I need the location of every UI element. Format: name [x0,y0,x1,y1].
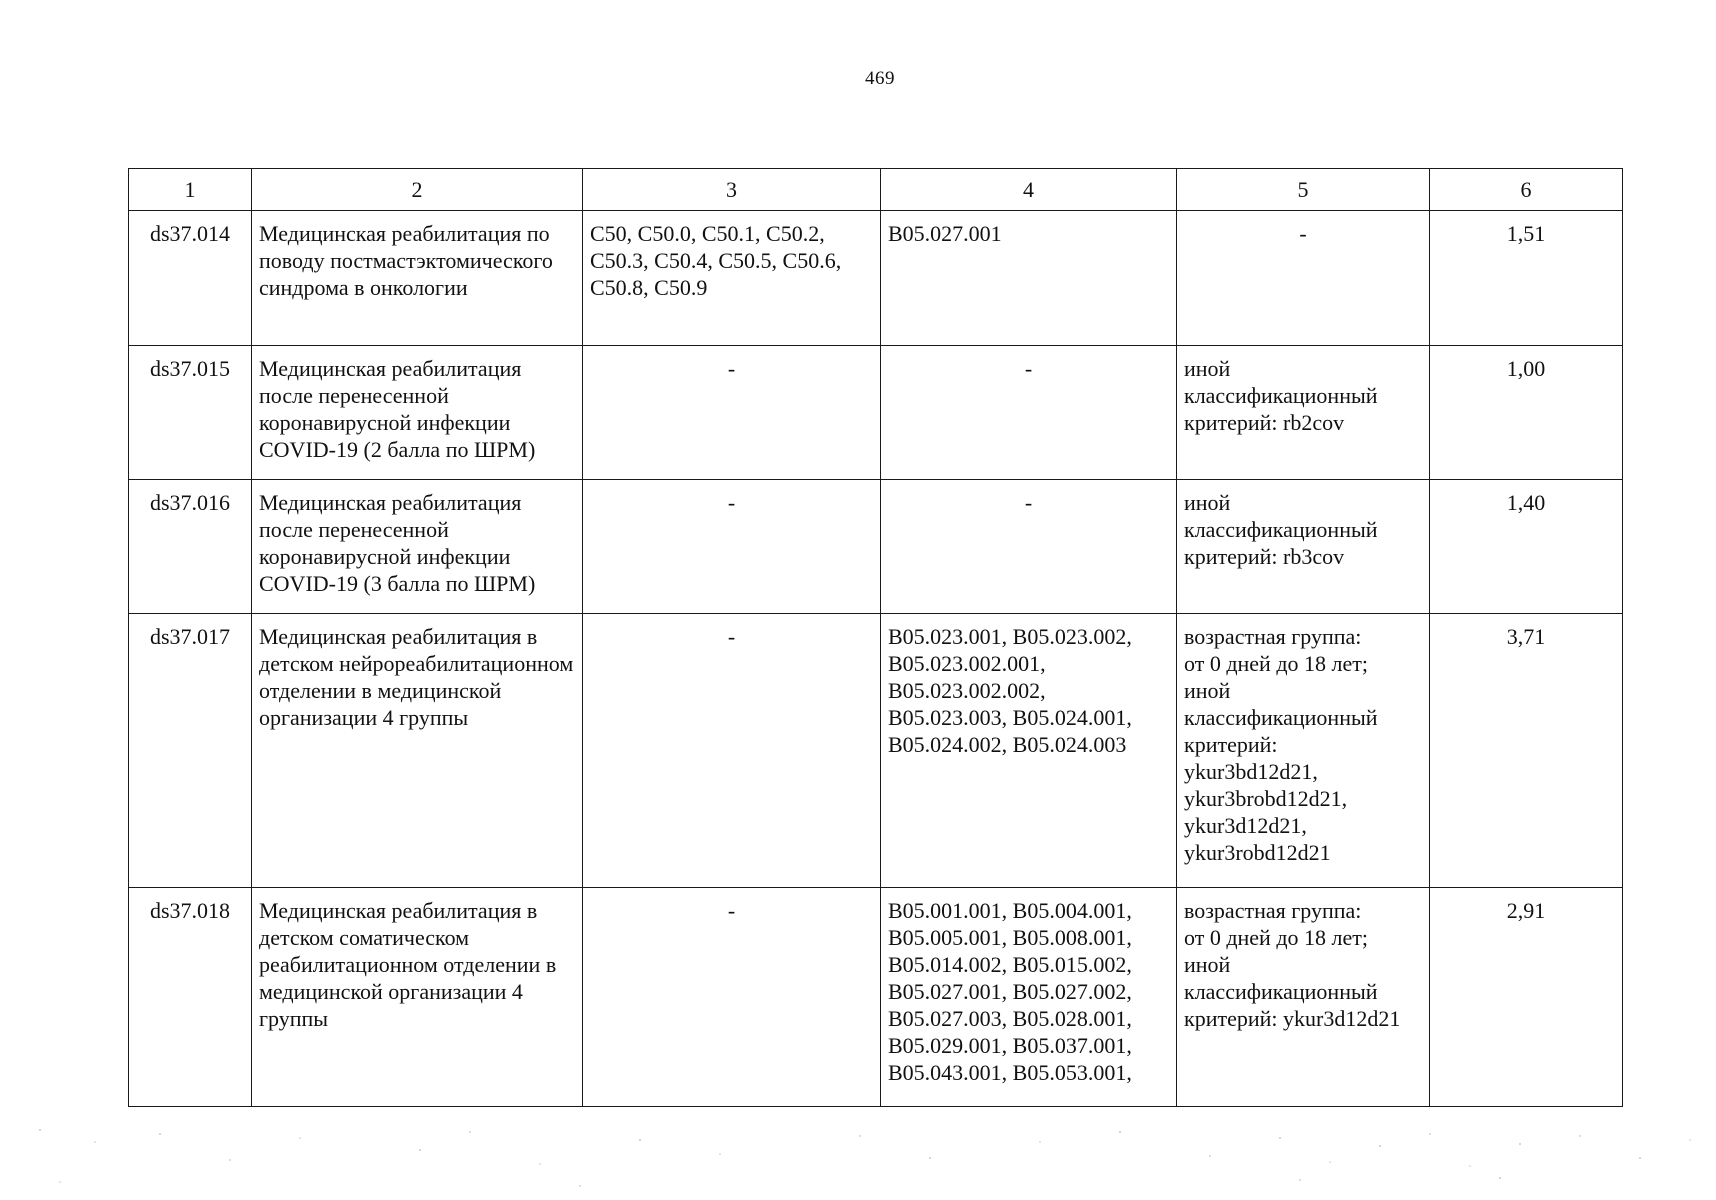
service-line: B05.005.001, B05.008.001, [888,925,1132,950]
criteria-line: критерий: rb2cov [1184,410,1345,435]
criteria-line: ykur3d12d21, [1184,813,1307,838]
service-line: B05.024.002, B05.024.003 [888,732,1127,757]
diagnosis-line: - [727,356,736,381]
header-cell: 5 [1177,169,1430,211]
criteria-cell [1177,480,1430,614]
diagnosis-line: C50, C50.0, C50.1, C50.2, [590,221,825,246]
service-line: B05.027.003, B05.028.001, [888,1006,1132,1031]
diagnosis-cell [583,614,881,888]
services-cell [881,888,1177,1107]
service-line: - [1024,490,1033,515]
service-line: B05.027.001 [888,221,1002,246]
name-cell: Медицинская реабилитация по поводу постмастэктомического синдрома в онкологии [252,211,583,346]
coefficient-cell: 3,71 [1430,614,1623,888]
criteria-line: - [1299,221,1307,246]
services-cell [881,614,1177,888]
name-cell: Медицинская реабилитация после перенесенной коронавирусной инфекции COVID-19 (2 балла по ШРМ) [252,346,583,480]
diagnosis-line: - [727,490,736,515]
table-row [129,480,1623,614]
criteria-line: иной [1184,490,1231,515]
coefficient-cell: 1,00 [1430,346,1623,480]
services-cell [881,346,1177,480]
diagnosis-cell [583,480,881,614]
name-cell: Медицинская реабилитация в детском соматическом реабилитационном отделении в медицинской организации 4 группы [252,888,583,1107]
diagnosis-cell [583,211,881,346]
criteria-line: критерий: ykur3d12d21 [1184,1006,1401,1031]
header-cell: 3 [583,169,881,211]
header-cell: 6 [1430,169,1623,211]
page-number: 469 [865,68,895,89]
criteria-line: иной [1184,678,1231,703]
diagnosis-cell [583,346,881,480]
criteria-cell [1177,211,1430,346]
criteria-line: иной [1184,952,1231,977]
header-cell: 2 [252,169,583,211]
service-line: B05.043.001, B05.053.001, [888,1060,1132,1085]
name-cell: Медицинская реабилитация в детском нейрореабилитационном отделении в медицинской организации 4 группы [252,614,583,888]
service-line: B05.027.001, B05.027.002, [888,979,1132,1004]
table-row [129,614,1623,888]
diagnosis-line: C50.3, C50.4, C50.5, C50.6, [590,248,842,273]
scan-noise [0,1120,1716,1200]
service-line: B05.014.002, B05.015.002, [888,952,1132,977]
table-row [129,346,1623,480]
criteria-line: критерий: rb3cov [1184,544,1345,569]
coefficient-cell: 2,91 [1430,888,1623,1107]
service-line: B05.023.002.001, [888,651,1046,676]
code-cell: ds37.015 [129,346,252,480]
criteria-line: возрастная группа: [1184,624,1362,649]
header-cell: 1 [129,169,252,211]
criteria-line: возрастная группа: [1184,898,1362,923]
table-row [129,211,1623,346]
header-row [129,169,1623,211]
coefficient-cell: 1,40 [1430,480,1623,614]
criteria-line: от 0 дней до 18 лет; [1184,651,1368,676]
header-cell: 4 [881,169,1177,211]
criteria-line: критерий: [1184,732,1278,757]
services-cell [881,480,1177,614]
criteria-line: ykur3brobd12d21, [1184,786,1348,811]
tariff-table [128,168,1623,1107]
service-line: B05.023.001, B05.023.002, [888,624,1132,649]
services-cell [881,211,1177,346]
code-cell: ds37.018 [129,888,252,1107]
criteria-cell [1177,614,1430,888]
criteria-line: ykur3robd12d21 [1184,840,1331,865]
service-line: B05.023.002.002, [888,678,1046,703]
coefficient-cell: 1,51 [1430,211,1623,346]
code-cell: ds37.014 [129,211,252,346]
service-line: B05.023.003, B05.024.001, [888,705,1132,730]
diagnosis-line: C50.8, C50.9 [590,275,708,300]
service-line: - [1024,356,1033,381]
criteria-line: классификационный [1184,705,1378,730]
code-cell: ds37.016 [129,480,252,614]
diagnosis-line: - [727,624,736,649]
criteria-line: классификационный [1184,383,1378,408]
diagnosis-line: - [727,898,736,923]
criteria-line: классификационный [1184,979,1378,1004]
code-cell: ds37.017 [129,614,252,888]
name-cell: Медицинская реабилитация после перенесенной коронавирусной инфекции COVID-19 (3 балла по ШРМ) [252,480,583,614]
criteria-line: классификационный [1184,517,1378,542]
diagnosis-cell [583,888,881,1107]
service-line: B05.001.001, B05.004.001, [888,898,1132,923]
criteria-cell [1177,888,1430,1107]
criteria-line: от 0 дней до 18 лет; [1184,925,1368,950]
criteria-cell [1177,346,1430,480]
service-line: B05.029.001, B05.037.001, [888,1033,1132,1058]
criteria-line: иной [1184,356,1231,381]
criteria-line: ykur3bd12d21, [1184,759,1318,784]
table-row [129,888,1623,1107]
